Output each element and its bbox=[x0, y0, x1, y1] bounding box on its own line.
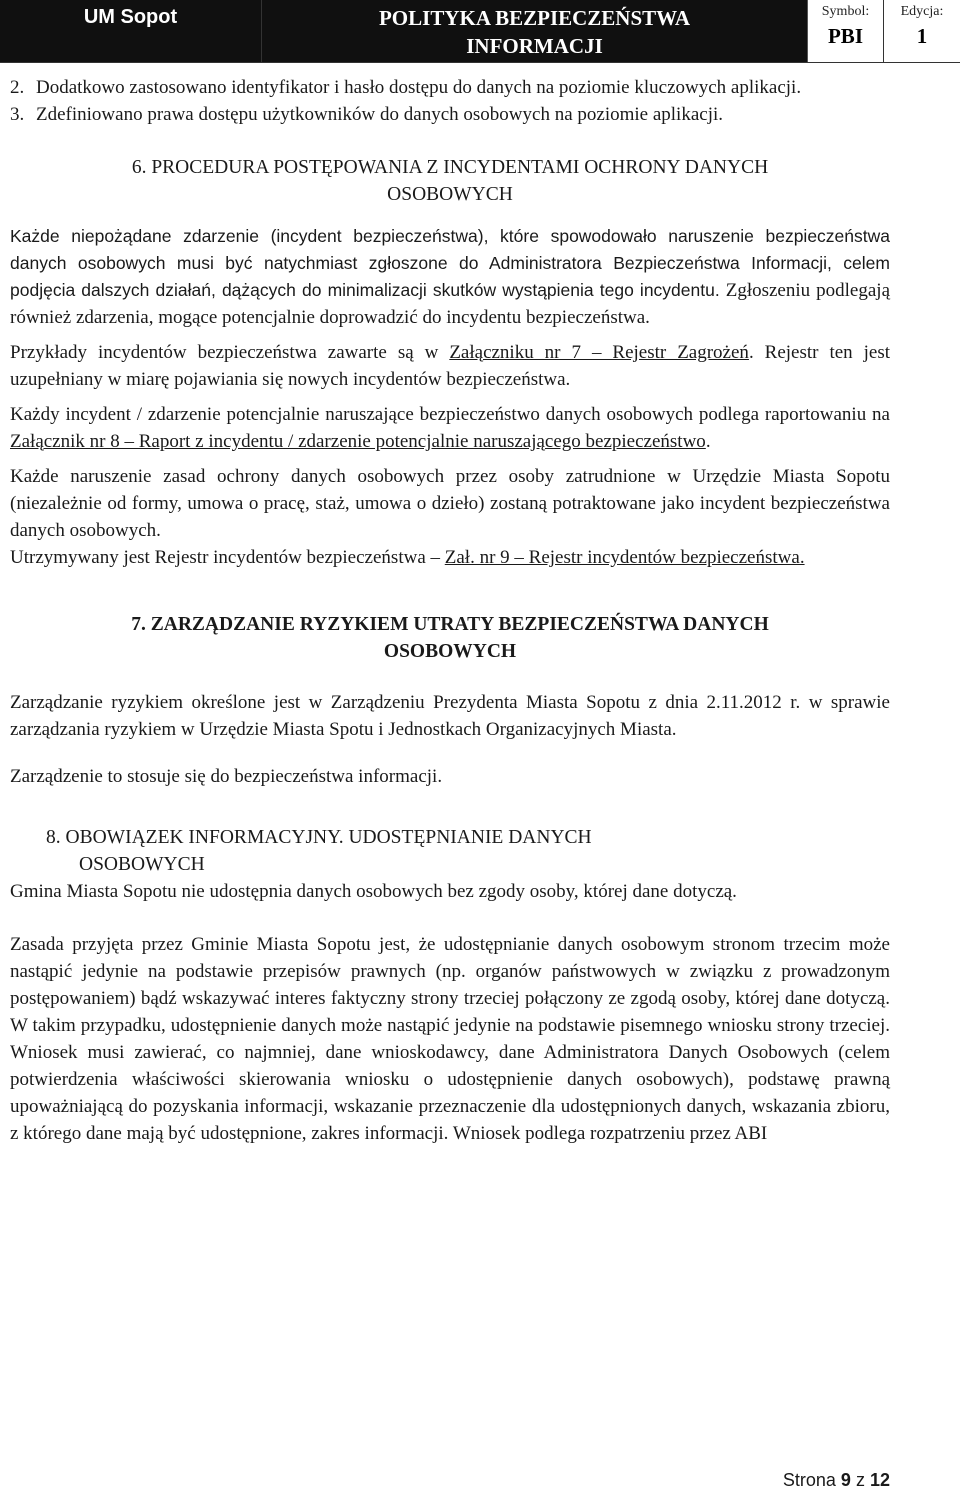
section-7-paragraph-1: Zarządzanie ryzykiem określone jest w Zarządzeniu Prezydenta Miasta Sopotu z dnia 2.11.2012 r. w sprawie zarządzania ryzykiem w Urzędzie Miasta Spotu i Jednostkach Organizacyjnych Miasta. bbox=[10, 692, 890, 740]
list-number: 3. bbox=[10, 104, 25, 125]
section-8-paragraph-2: Zasada przyjęta przez Gminie Miasta Sopotu jest, że udostępnianie danych osobowym stronom trzecim może nastąpić jedynie na podstawie przepisów prawnych (np. organów państwowych w związku z prowadzonym postępowaniem) bądź wskazywać interes faktyczny strony trzeciej połączony ze zgodą osoby, której dane dotyczą. W takim przypadku, udostępnienie danych może nastąpić jedynie na podstawie pisemnego wniosku strony trzeciej. Wniosek musi zawierać, co najmniej, dane wnioskodawcy, dane Administratora Danych Osobowych (celem potwierdzenia właściwości skierowania wniosku o udostępnienie danych osobowych), podstawę prawną upoważniającą do pozyskania informacji, wskazanie przeznaczenie dla udostępnionych danych, wskazania zbioru, z którego dane mają być udostępnione, zakres informacji. Wniosek podlega rozpatrzeniu przez ABI bbox=[10, 934, 890, 1144]
header-title-line1: POLITYKA BEZPIECZEŃSTWA bbox=[378, 6, 690, 30]
footer-page-total: 12 bbox=[869, 1470, 890, 1490]
document-header bbox=[0, 0, 960, 63]
section-7-heading bbox=[10, 611, 890, 665]
section-6-paragraph-2 bbox=[10, 339, 890, 393]
footer-of-label: z bbox=[855, 1470, 865, 1490]
section-8-heading-line2: OSOBOWYCH bbox=[79, 854, 205, 875]
section-6-heading bbox=[10, 154, 890, 208]
list-item bbox=[10, 74, 890, 101]
section-6-paragraph-1 bbox=[10, 223, 890, 331]
paragraph-text: Każdy incydent / zdarzenie potencjalnie naruszające bezpieczeństwo danych osobowych podlega raportowaniu na bbox=[10, 404, 890, 425]
section-6-heading-line2: OSOBOWYCH bbox=[387, 184, 513, 205]
paragraph-text: . bbox=[705, 431, 711, 452]
section-7-paragraph-2: Zarządzenie to stosuje się do bezpieczeństwa informacji. bbox=[10, 766, 443, 787]
page-footer bbox=[783, 1470, 890, 1491]
paragraph-sans-part: Każde niepożądane zdarzenie (incydent bezpieczeństwa), które spowodowało naruszenie bezpieczeństwa danych osobowych musi być natychmiast zgłoszone do Administratora Bezpieczeństwa Informacji, celem podjęcia dalszych działań, dążących do minimalizacji skutków wystąpienia tego incydentu. bbox=[10, 226, 890, 300]
paragraph-serif-part: Zgłoszeniu podlegają również zdarzenia, mogące potencjalnie doprowadzić do incydentu bezpieczeństwa. bbox=[10, 280, 891, 328]
list-text: Zdefiniowano prawa dostępu użytkowników do danych osobowych na poziomie aplikacji. bbox=[36, 104, 723, 125]
footer-page-label: Strona bbox=[782, 1470, 836, 1490]
section-7-heading-line1: 7. ZARZĄDZANIE RYZYKIEM UTRATY BEZPIECZEŃSTWA DANYCH bbox=[131, 614, 769, 635]
header-symbol bbox=[808, 0, 884, 62]
paragraph-text: . Rejestr ten jest uzupełniany w miarę pojawiania się nowych incydentów bezpieczeństwa. bbox=[10, 342, 891, 390]
paragraph-text: Utrzymywany jest Rejestr incydentów bezpieczeństwa – bbox=[10, 547, 445, 568]
section-8-heading-line1: 8. OBOWIĄZEK INFORMACYJNY. UDOSTĘPNIANIE DANYCH bbox=[46, 827, 592, 848]
attachment-7-link[interactable]: Załączniku nr 7 – Rejestr Zagrożeń bbox=[449, 342, 749, 363]
section-8-paragraph-1: Gmina Miasta Sopotu nie udostępnia danych osobowych bez zgody osoby, której dane dotyczą. bbox=[10, 881, 737, 902]
section-6-heading-line1: 6. PROCEDURA POSTĘPOWANIA Z INCYDENTAMI OCHRONY DANYCH bbox=[131, 157, 769, 178]
header-edition bbox=[884, 0, 960, 62]
edition-value: 1 bbox=[916, 24, 928, 48]
footer-page-number: 9 bbox=[840, 1470, 851, 1490]
attachment-9-link[interactable]: Zał. nr 9 – Rejestr incydentów bezpieczeństwa. bbox=[444, 547, 805, 568]
section-6-paragraph-5 bbox=[10, 544, 890, 571]
symbol-value: PBI bbox=[827, 24, 863, 48]
header-organization: UM Sopot bbox=[0, 0, 262, 62]
paragraph-text: Przykłady incydentów bezpieczeństwa zawarte są w bbox=[10, 342, 450, 363]
section-7-heading-line2: OSOBOWYCH bbox=[383, 641, 517, 662]
list-item bbox=[10, 101, 890, 128]
document-body bbox=[10, 74, 890, 1147]
list-text: Dodatkowo zastosowano identyfikator i hasło dostępu do danych na poziomie kluczowych aplikacji. bbox=[36, 77, 802, 98]
section-8-heading bbox=[10, 824, 890, 878]
edition-label: Edycja: bbox=[900, 4, 944, 19]
header-title-line2: INFORMACJI bbox=[466, 34, 603, 58]
section-6-paragraph-3 bbox=[10, 401, 890, 455]
header-title bbox=[262, 0, 808, 62]
section-6-paragraph-4: Każde naruszenie zasad ochrony danych osobowych przez osoby zatrudnione w Urzędzie Miasta Sopotu (niezależnie od formy, umowa o pracę, staż, umowa o dzieło) zostaną potraktowane jako incydent bezpieczeństwa danych osobowych. bbox=[10, 466, 890, 541]
list-number: 2. bbox=[10, 77, 25, 98]
attachment-8-link[interactable]: Załącznik nr 8 – Raport z incydentu / zdarzenie potencjalnie naruszającego bezpieczeństwo bbox=[10, 431, 706, 452]
symbol-label: Symbol: bbox=[821, 4, 870, 19]
